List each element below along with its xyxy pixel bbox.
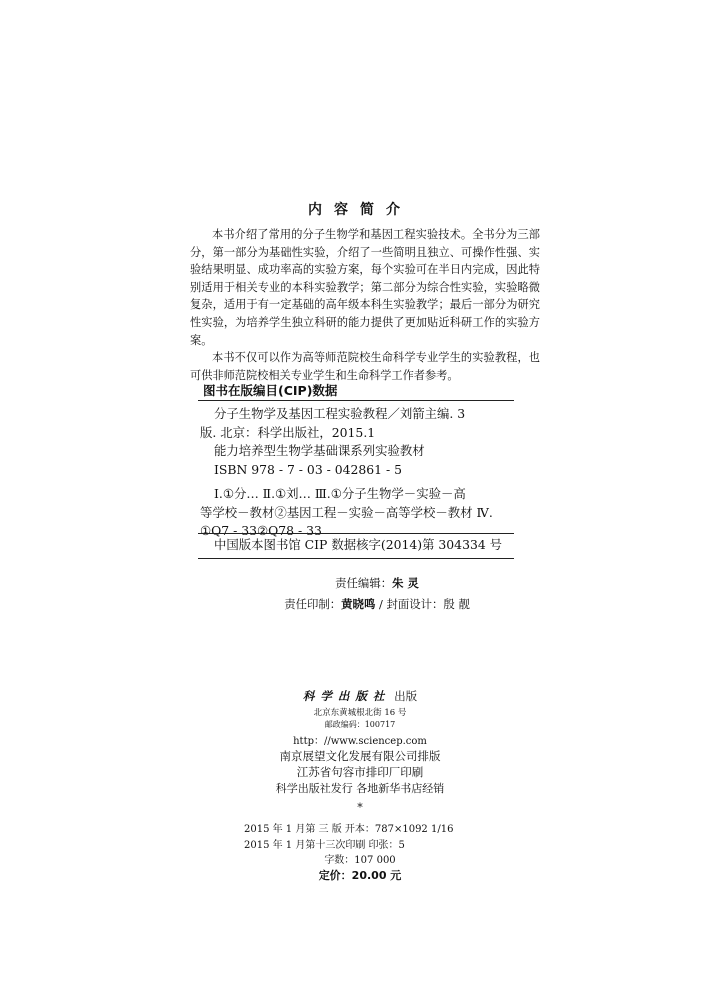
cip-line: ①Q7 - 33②Q78 - 33: [200, 523, 322, 538]
cip-top-rule: [198, 400, 514, 401]
cip-line: 版. 北京：科学出版社，2015.1: [200, 424, 376, 440]
intro-paragraph: 本书不仅可以作为高等师范院校生命科学专业学生的实验教程，也可供非师范院校相关专业学生和生命科学工作者参考。: [190, 351, 540, 382]
publisher-line: [0, 688, 720, 704]
publisher-website: http：//www.sciencep.com: [293, 736, 427, 747]
intro-text: [190, 226, 540, 384]
credit-separator: /: [375, 597, 387, 611]
cip-middle-rule: [198, 533, 514, 534]
printing-name: 黄晓鸣: [341, 597, 376, 611]
cip-line: 分子生物学及基因工程实验教程／刘箭主编. 3: [214, 406, 466, 421]
cip-line: 等学校－教材②基因工程－实验－高等学校－教材 Ⅳ.: [200, 504, 493, 520]
edition-line: 2015 年 1 月第 三 版 开本：787×1092 1/16: [244, 824, 454, 835]
publisher-address: 北京东黄城根北街 16 号: [313, 708, 407, 718]
typesetter-line: 南京展望文化发展有限公司排版: [279, 749, 441, 763]
cip-library-line: 中国版本图书馆 CIP 数据核字(2014)第 304334 号: [214, 537, 503, 552]
distributor-line: 科学出版社发行 各地新华书店经销: [275, 782, 445, 795]
editor-label: 责任编辑：: [335, 576, 393, 590]
cover-name: 殷 靓: [443, 597, 470, 611]
price: 定价：20.00 元: [318, 869, 402, 882]
cip-line: 能力培养型生物学基础课系列实验教材: [214, 443, 425, 458]
cip-line: ISBN 978 - 7 - 03 - 042861 - 5: [214, 461, 403, 477]
cip-record: [200, 405, 516, 541]
word-count: 字数：107 000: [324, 855, 396, 866]
separator-star: *: [357, 801, 363, 814]
publisher-suffix: 出版: [390, 689, 418, 703]
editor-credit: [0, 575, 720, 591]
intro-paragraph: 本书介绍了常用的分子生物学和基因工程实验技术。全书分为三部分，第一部分为基础性实验，介绍了一些简明且独立、可操作性强、实验结果明显、成功率高的实验方案，每个实验可在半日内完成，因此特别适用于相关专业的本科实验教学；第二部分为综合性实验，实验略微复杂，适用于有一定基础的高年级本科生实验教学；最后一部分为研究性实验，为培养学生独立科研的能力提供了更加贴近科研工作的实验方案。: [190, 228, 540, 347]
printing-line: 2015 年 1 月第十三次印刷 印张：5: [244, 840, 405, 851]
cip-heading: 图书在版编目(CIP)数据: [203, 383, 338, 398]
cover-label: 封面设计：: [386, 597, 444, 611]
publisher-name: 科学出版社: [302, 689, 391, 703]
publisher-postcode: 邮政编码：100717: [324, 720, 396, 729]
cip-line: Ⅰ.①分… Ⅱ.①刘… Ⅲ.①分子生物学－实验－高: [214, 486, 466, 501]
intro-title: 内容简介: [308, 202, 412, 218]
editor-name: 朱 灵: [392, 576, 419, 590]
cip-library-record: [200, 536, 516, 555]
printing-label: 责任印制：: [284, 597, 342, 611]
printer-line: 江苏省句容市排印厂印刷: [296, 765, 424, 779]
production-credit: [0, 596, 720, 612]
cip-bottom-rule: [198, 558, 514, 559]
